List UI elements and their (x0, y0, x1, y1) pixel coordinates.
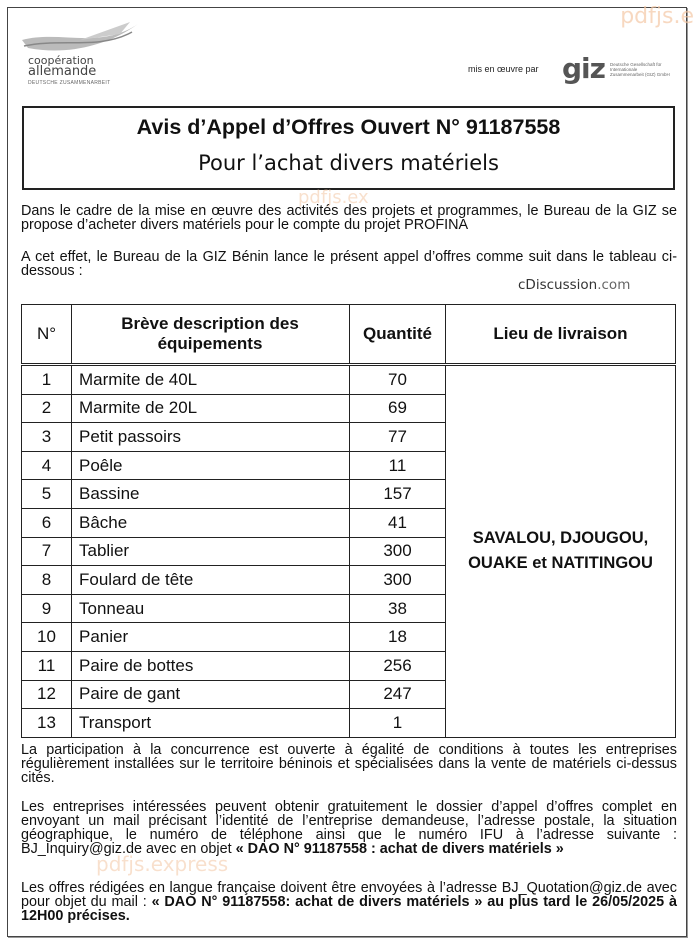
intro-paragraph-1: Dans le cadre de la mise en œuvre des activités des projets et programmes, le Bureau de la GIZ se propose d’acheter divers matériels pour le compte du projet PROFINA (21, 203, 677, 233)
row-description: Panier (72, 623, 350, 652)
header-lieu: Lieu de livraison (446, 305, 676, 365)
row-quantity: 77 (350, 423, 446, 452)
row-quantity: 300 (350, 566, 446, 595)
row-num: 13 (22, 709, 72, 738)
row-num: 5 (22, 480, 72, 509)
offres-text: Les offres rédigées en langue française doivent être envoyées à l’adresse BJ_Quotation@giz.de avec pour objet du mail : (21, 880, 677, 910)
logo-line3: DEUTSCHE ZUSAMMENARBEIT (28, 80, 111, 86)
row-num: 12 (22, 680, 72, 709)
row-description: Paire de bottes (72, 651, 350, 680)
dossier-paragraph (21, 800, 677, 856)
row-num: 8 (22, 566, 72, 595)
participation-paragraph: La participation à la concurrence est ouverte à égalité de conditions à toutes les entreprises régulièrement installées sur le territoire béninois et spécialisées dans la vente de matériels ci-dessus cités. (21, 742, 677, 786)
row-description: Transport (72, 709, 350, 738)
row-num: 9 (22, 594, 72, 623)
row-quantity: 247 (350, 680, 446, 709)
row-description: Marmite de 20L (72, 394, 350, 423)
header-quantity: Quantité (350, 305, 446, 365)
row-num: 7 (22, 537, 72, 566)
row-quantity: 69 (350, 394, 446, 423)
row-description: Poêle (72, 451, 350, 480)
offres-paragraph (21, 881, 677, 923)
intro-paragraph-2: A cet effet, le Bureau de la GIZ Bénin lance le présent appel d’offres comme suit dans le tableau ci-dessous : (21, 249, 677, 279)
row-num: 6 (22, 508, 72, 537)
page-title: Avis d’Appel d’Offres Ouvert N° 91187558 (136, 115, 561, 139)
cooperation-allemande-logo (20, 20, 160, 84)
table-row (22, 365, 676, 395)
row-description: Marmite de 40L (72, 365, 350, 395)
delivery-location-line2: OUAKE et NATITINGOU (468, 554, 653, 573)
row-description: Tonneau (72, 594, 350, 623)
row-num: 3 (22, 423, 72, 452)
header-num: N° (22, 305, 72, 365)
items-table (21, 304, 676, 738)
dossier-text: Les entreprises intéressées peuvent obtenir gratuitement le dossier d’appel d’offres complet en envoyant un mail précisant l’identité de l’entreprise demandeuse, l’adresse postale, la situation géographique, le numéro de téléphone ainsi que le numéro IFU à l’adresse suivante : BJ_Inquiry@giz.de avec en objet (21, 799, 677, 857)
watermark-top: pdfjs.e (620, 4, 694, 29)
page-subtitle: Pour l’achat divers matériels (198, 151, 499, 175)
delivery-location (446, 365, 676, 738)
row-num: 2 (22, 394, 72, 423)
row-quantity: 300 (350, 537, 446, 566)
watermark-middle: pdfjs.ex (298, 187, 369, 208)
row-num: 10 (22, 623, 72, 652)
cdiscussion-main: cDiscussion (518, 277, 598, 293)
row-quantity: 11 (350, 451, 446, 480)
row-description: Tablier (72, 537, 350, 566)
row-quantity: 1 (350, 709, 446, 738)
cdiscussion-tld: .com (597, 277, 631, 293)
giz-logo: giz (562, 52, 605, 85)
row-description: Paire de gant (72, 680, 350, 709)
cdiscussion-watermark (518, 277, 630, 293)
row-quantity: 256 (350, 651, 446, 680)
row-num: 4 (22, 451, 72, 480)
row-description: Petit passoirs (72, 423, 350, 452)
row-quantity: 41 (350, 508, 446, 537)
row-description: Bâche (72, 508, 350, 537)
row-description: Foulard de tête (72, 566, 350, 595)
table-body (22, 365, 676, 738)
row-quantity: 38 (350, 594, 446, 623)
title-box (22, 106, 675, 190)
table-header-row (22, 305, 676, 365)
delivery-location-line1: SAVALOU, DJOUGOU, (472, 529, 649, 548)
row-num: 1 (22, 365, 72, 395)
logo-line2: allemande (28, 64, 97, 79)
logo-line1: coopération (28, 54, 94, 67)
watermark-bottom: pdfjs.express (96, 852, 229, 876)
row-num: 11 (22, 651, 72, 680)
row-quantity: 18 (350, 623, 446, 652)
dossier-object: « DAO N° 91187558 : achat de divers matériels » (235, 841, 564, 857)
row-quantity: 70 (350, 365, 446, 395)
giz-subtitle: Deutsche Gesellschaft für Internationale Zusammenarbeit (GIZ) GmbH (610, 62, 670, 77)
row-quantity: 157 (350, 480, 446, 509)
offres-deadline: « DAO N° 91187558: achat de divers matériels » au plus tard le 26/05/2025 à 12H00 précises. (21, 894, 677, 924)
row-description: Bassine (72, 480, 350, 509)
mis-en-oeuvre-label: mis en œuvre par (468, 64, 539, 74)
header (20, 18, 680, 88)
header-description: Brève description des équipements (72, 305, 350, 365)
